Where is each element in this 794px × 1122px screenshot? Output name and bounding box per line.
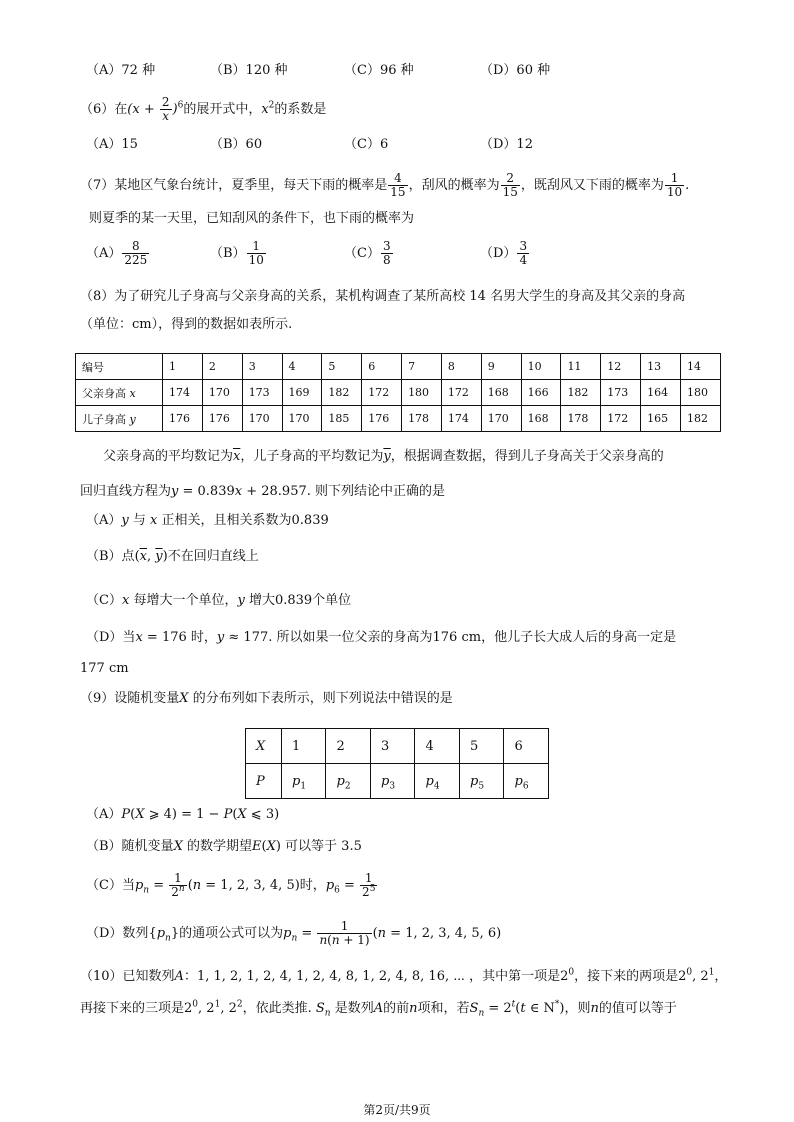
height-data-table [75, 353, 721, 432]
q8-option-b: （B）点($\overline{x}$, $\overline{y}$)不在回归直线上 [86, 549, 259, 564]
table-row-son: 儿子身高 y 176 176 170 170 185 176 178 174 170 168 178 172 165 182 [76, 406, 721, 432]
q7-option-c: （C） $\frac{3}{8}$ [344, 239, 391, 267]
q8-stem-line2: （单位：cm），得到的数据如表所示. [80, 317, 293, 332]
q9-option-c: （C）当$p_n$ = $\frac{1}{2^n}$ (n = 1, 2, 3, 4, 5)时，$p_6$ = $\frac{1}{2^5}$ [86, 871, 376, 899]
q6-option-d: （D）12 [480, 137, 533, 152]
q5-options [86, 62, 726, 82]
q6-option-c: （C）6 [344, 137, 389, 152]
q7-stem-line2: 则夏季的某一天里，已知刮风的条件下，也下雨的概率为 [89, 211, 415, 226]
q8-option-d-cont: 177 cm [80, 661, 129, 676]
q8-option-d: （D）当x = 176 时，y ≈ 177. 所以如果一位父亲的身高为176 cm，他儿子长大成人后的身高一定是 [86, 630, 677, 645]
distribution-table [245, 728, 549, 799]
q8-option-a: （A）y 与 x 正相关，且相关系数为0.839 [86, 513, 329, 528]
son-label: 儿子身高 y [76, 406, 163, 432]
table-row-ids: 编号 1 2 3 4 5 6 7 8 9 10 11 12 13 14 [76, 354, 721, 380]
q10-stem-line1: （10）已知数列A：1, 1, 2, 1, 2, 4, 1, 2, 4, 8, 1, 2, 4, 8, 16, ⋯ ，其中第一项是$2^0$，接下来的两项是$2^0$, $2^1$， [80, 967, 728, 984]
q9-option-b: （B）随机变量X 的数学期望E(X) 可以等于 3.5 [86, 839, 362, 854]
q7-option-b: （B） $\frac{1}{10}$ [210, 239, 264, 267]
q6-stem: （6）在(x + $\frac{2}{x}$ )$^6$的展开式中，$x^2$的系数是 [80, 95, 327, 123]
q6-option-b: （B）60 [210, 137, 263, 152]
q9-stem: （9）设随机变量X 的分布列如下表所示，则下列说法中错误的是 [80, 691, 453, 706]
q8-stem-line1: （8）为了研究儿子身高与父亲身高的关系，某机构调查了某所高校 14 名男大学生的身高及其父亲的身高 [80, 289, 686, 304]
q5-option-b: （B）120 种 [210, 63, 288, 78]
q6-options [86, 136, 726, 156]
q8-text2: 回归直线方程为y = 0.839x + 28.957. 则下列结论中正确的是 [80, 484, 446, 499]
q5-option-c: （C）96 种 [344, 63, 414, 78]
table-row-p: P $p_1$ $p_2$ $p_3$ $p_4$ $p_5$ $p_6$ [246, 764, 549, 799]
page-footer: 第2页/共9页 [363, 1103, 431, 1117]
father-label: 父亲身高 x [76, 380, 163, 406]
header-label: 编号 [76, 354, 163, 380]
q5-option-a: （A）72 种 [86, 63, 156, 78]
table-row-father: 父亲身高 x 174 170 173 169 182 172 180 172 168 166 182 173 164 180 [76, 380, 721, 406]
q6-option-a: （A）15 [86, 137, 138, 152]
table-row-x: X 1 2 3 4 5 6 [246, 729, 549, 764]
q5-option-d: （D）60 种 [480, 63, 551, 78]
q7-option-d: （D） $\frac{3}{4}$ [480, 239, 528, 267]
q7-options [86, 240, 726, 276]
q10-stem-line2: 再接下来的三项是$2^0$, $2^1$, $2^2$，依此类推. $S_n$ 是数列A的前n项和，若$S_n = 2^t(t$ ∈ N*)，则n的值可以等于 [80, 999, 677, 1019]
q7-option-a: （A） $\frac{8}{225}$ [86, 239, 148, 267]
q6-fraction: $\frac{2}{x}$ [161, 95, 170, 123]
q8-option-c: （C）x 每增大一个单位，y 增大0.839个单位 [86, 593, 352, 608]
q8-text1: 父亲身高的平均数记为$\overline{x}$，儿子身高的平均数记为$\overline{y}$，根据调查数据，得到儿子身高关于父亲身高的 [103, 449, 664, 464]
q7-stem-line1: （7）某地区气象台统计，夏季里，每天下雨的概率是 $\frac{4}{15}$ ，刮风的概率为 $\frac{2}{15}$ ，既刮风又下雨的概率为 $\frac{1}{10}$ . [80, 171, 690, 199]
q9-option-a: （A）P(X ⩾ 4) = 1 − P(X ⩽ 3) [86, 807, 280, 822]
q9-option-d: （D）数列$\{p_n\}$的通项公式可以为$p_n$ = $\frac{1}{n(n + 1)}$ (n = 1, 2, 3, 4, 5, 6) [86, 919, 502, 947]
